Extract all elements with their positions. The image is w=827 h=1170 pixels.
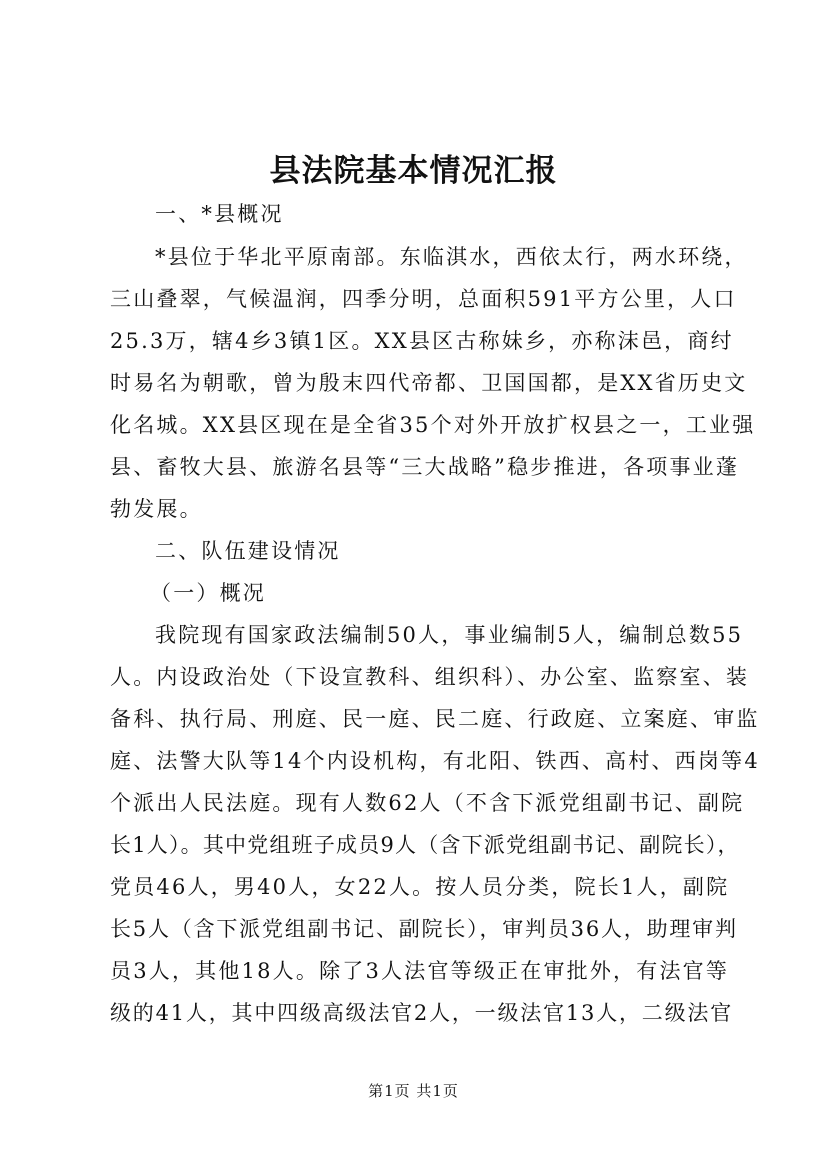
paragraph-line: 党员46人，男40人，女22人。按人员分类，院长1人，副院 <box>110 875 730 899</box>
paragraph-line: 长5人（含下派党组副书记、副院长），审判员36人，助理审判 <box>110 917 738 941</box>
paragraph-line: 备科、执行局、刑庭、民一庭、民二庭、行政庭、立案庭、审监 <box>110 707 760 731</box>
section-heading-county-overview: 一、*县概况 <box>155 202 284 226</box>
paragraph-line: 三山叠翠，气候温润，四季分明，总面积591平方公里，人口 <box>110 287 737 311</box>
paragraph-line: 员3人，其他18人。除了3人法官等级正在审批外，有法官等 <box>110 959 730 983</box>
paragraph-line: *县位于华北平原南部。东临淇水，西依太行，两水环绕， <box>155 245 748 269</box>
page-footer: 第1页 共1页 <box>368 1082 459 1100</box>
paragraph-line: 县、畜牧大县、旅游名县等“三大战略”稳步推进，各项事业蓬 <box>110 455 740 479</box>
paragraph-line: 级的41人，其中四级高级法官2人，一级法官13人，二级法官 <box>110 1001 734 1025</box>
subsection-heading-overview: （一）概况 <box>150 581 266 605</box>
paragraph-line: 长1人）。其中党组班子成员9人（含下派党组副书记、副院长）， <box>110 833 740 857</box>
paragraph-line: 时易名为朝歌，曾为殷末四代帝都、卫国国都，是XX省历史文 <box>110 371 748 395</box>
paragraph-line: 25.3万，辖4乡3镇1区。XX县区古称妹乡，亦称沫邑，商纣 <box>110 329 734 353</box>
paragraph-line: 人。内设政治处（下设宣教科、组织科）、办公室、监察室、装 <box>110 665 750 689</box>
paragraph-line: 化名城。XX县区现在是全省35个对外开放扩权县之一，工业强 <box>110 413 756 437</box>
paragraph-line: 个派出人民法庭。现有人数62人（不含下派党组副书记、副院 <box>110 791 745 815</box>
paragraph-line: 庭、法警大队等14个内设机构，有北阳、铁西、高村、西岗等4 <box>110 749 760 773</box>
section-heading-team-building: 二、队伍建设情况 <box>155 539 341 563</box>
paragraph-line: 勃发展。 <box>110 497 203 521</box>
document-title: 县法院基本情况汇报 <box>269 153 558 189</box>
paragraph-line: 我院现有国家政法编制50人，事业编制5人，编制总数55 <box>155 623 744 647</box>
